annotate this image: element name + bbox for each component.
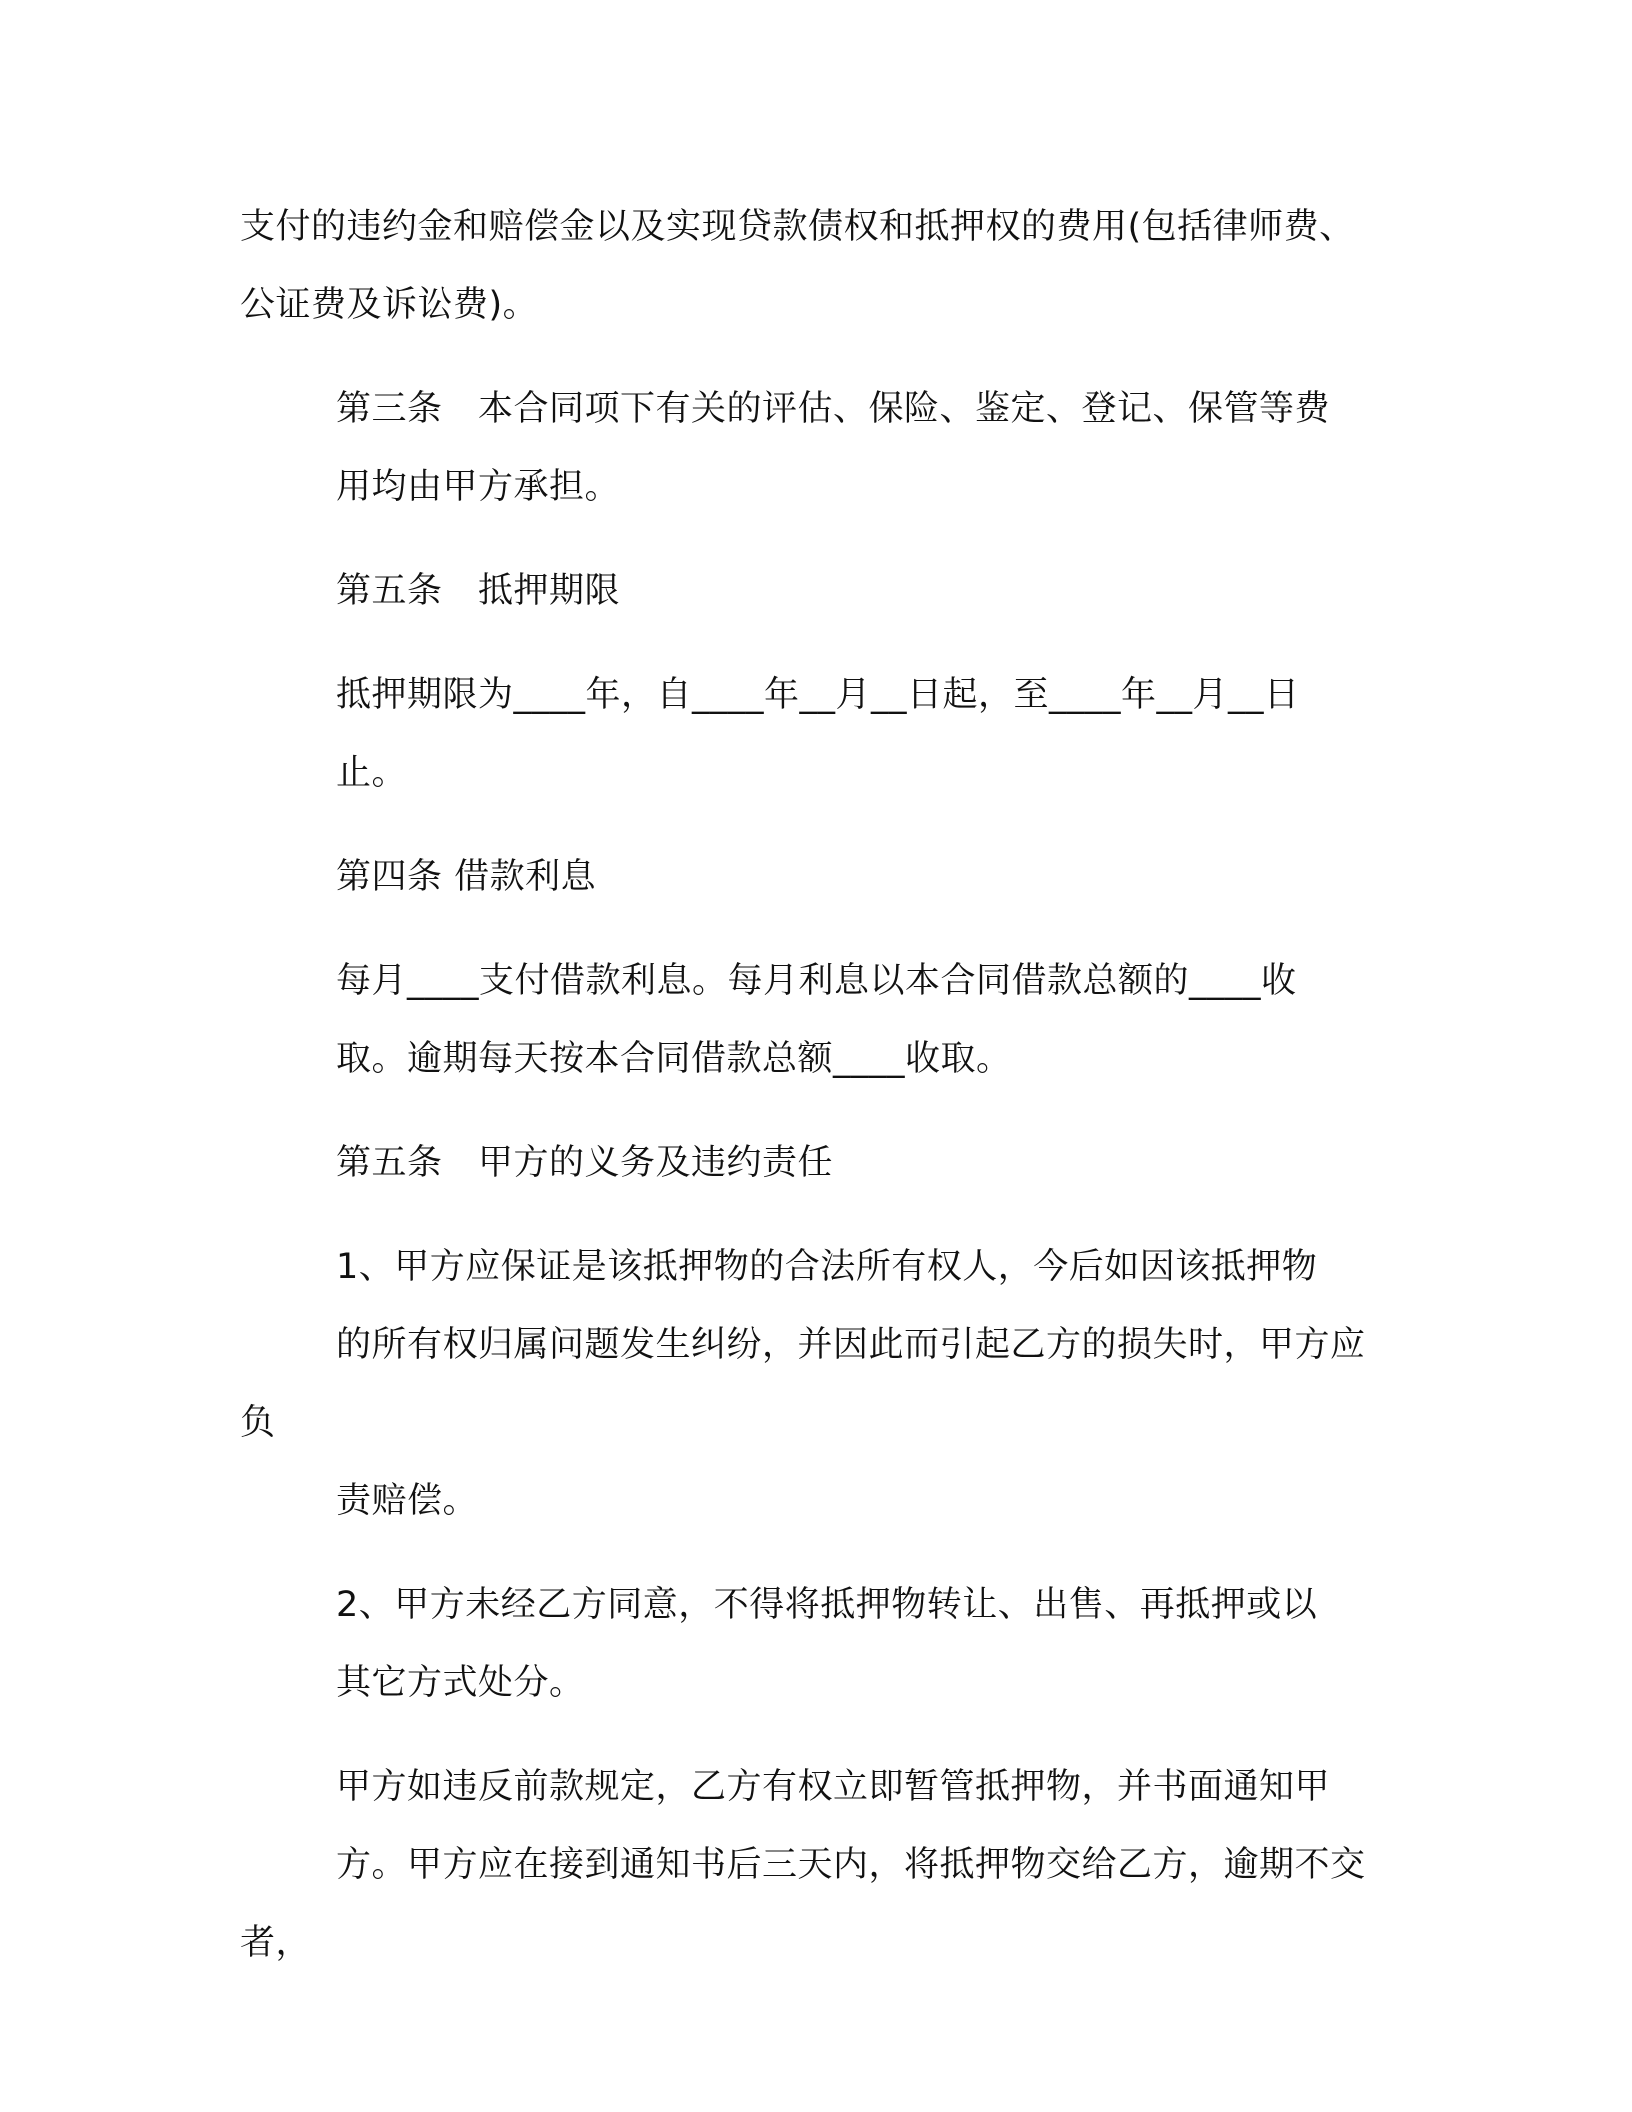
text-line: 第五条 甲方的义务及违约责任: [336, 1143, 834, 1183]
paragraph-breach-consequence: [240, 1748, 1400, 1982]
text-line: 第五条 抵押期限: [336, 571, 621, 611]
paragraph-obligation-2: [240, 1566, 1400, 1722]
paragraph-fee-liability: [240, 188, 1400, 344]
paragraph-loan-interest: [240, 942, 1400, 1098]
text-line: 取。逾期每天按本合同借款总额____收取。: [336, 1039, 1012, 1079]
text-line: 支付的违约金和赔偿金以及实现贷款债权和抵押权的费用(包括律师费、: [240, 207, 1355, 247]
text-line: 甲方如违反前款规定，乙方有权立即暂管抵押物，并书面通知甲: [336, 1767, 1331, 1807]
text-line: 其它方式处分。: [336, 1663, 585, 1703]
text-line: 责赔偿。: [336, 1481, 479, 1521]
document-body: [240, 188, 1400, 2008]
text-line: 2、甲方未经乙方同意，不得将抵押物转让、出售、再抵押或以: [336, 1585, 1318, 1625]
paragraph-obligation-1: [240, 1228, 1400, 1540]
text-line: 止。: [336, 753, 408, 793]
text-line: 第四条 借款利息: [336, 857, 597, 897]
text-line: 公证费及诉讼费)。: [240, 285, 539, 325]
text-line: 用均由甲方承担。: [336, 467, 621, 507]
heading-party-a-obligations: [240, 1124, 1400, 1202]
text-line: 每月____支付借款利息。每月利息以本合同借款总额的____收: [336, 961, 1297, 1001]
heading-loan-interest: [240, 838, 1400, 916]
text-line: 方。甲方应在接到通知书后三天内，将抵押物交给乙方，逾期不交者，: [240, 1845, 1366, 1963]
text-line: 第三条 本合同项下有关的评估、保险、鉴定、登记、保管等费: [336, 389, 1331, 429]
heading-mortgage-term: [240, 552, 1400, 630]
text-line: 的所有权归属问题发生纠纷，并因此而引起乙方的损失时，甲方应负: [240, 1325, 1366, 1443]
paragraph-mortgage-term: [240, 656, 1400, 812]
paragraph-article-3: [240, 370, 1400, 526]
text-line: 抵押期限为____年，自____年__月__日起，至____年__月__日: [336, 675, 1300, 715]
text-line: 1、甲方应保证是该抵押物的合法所有权人，今后如因该抵押物: [336, 1247, 1318, 1287]
